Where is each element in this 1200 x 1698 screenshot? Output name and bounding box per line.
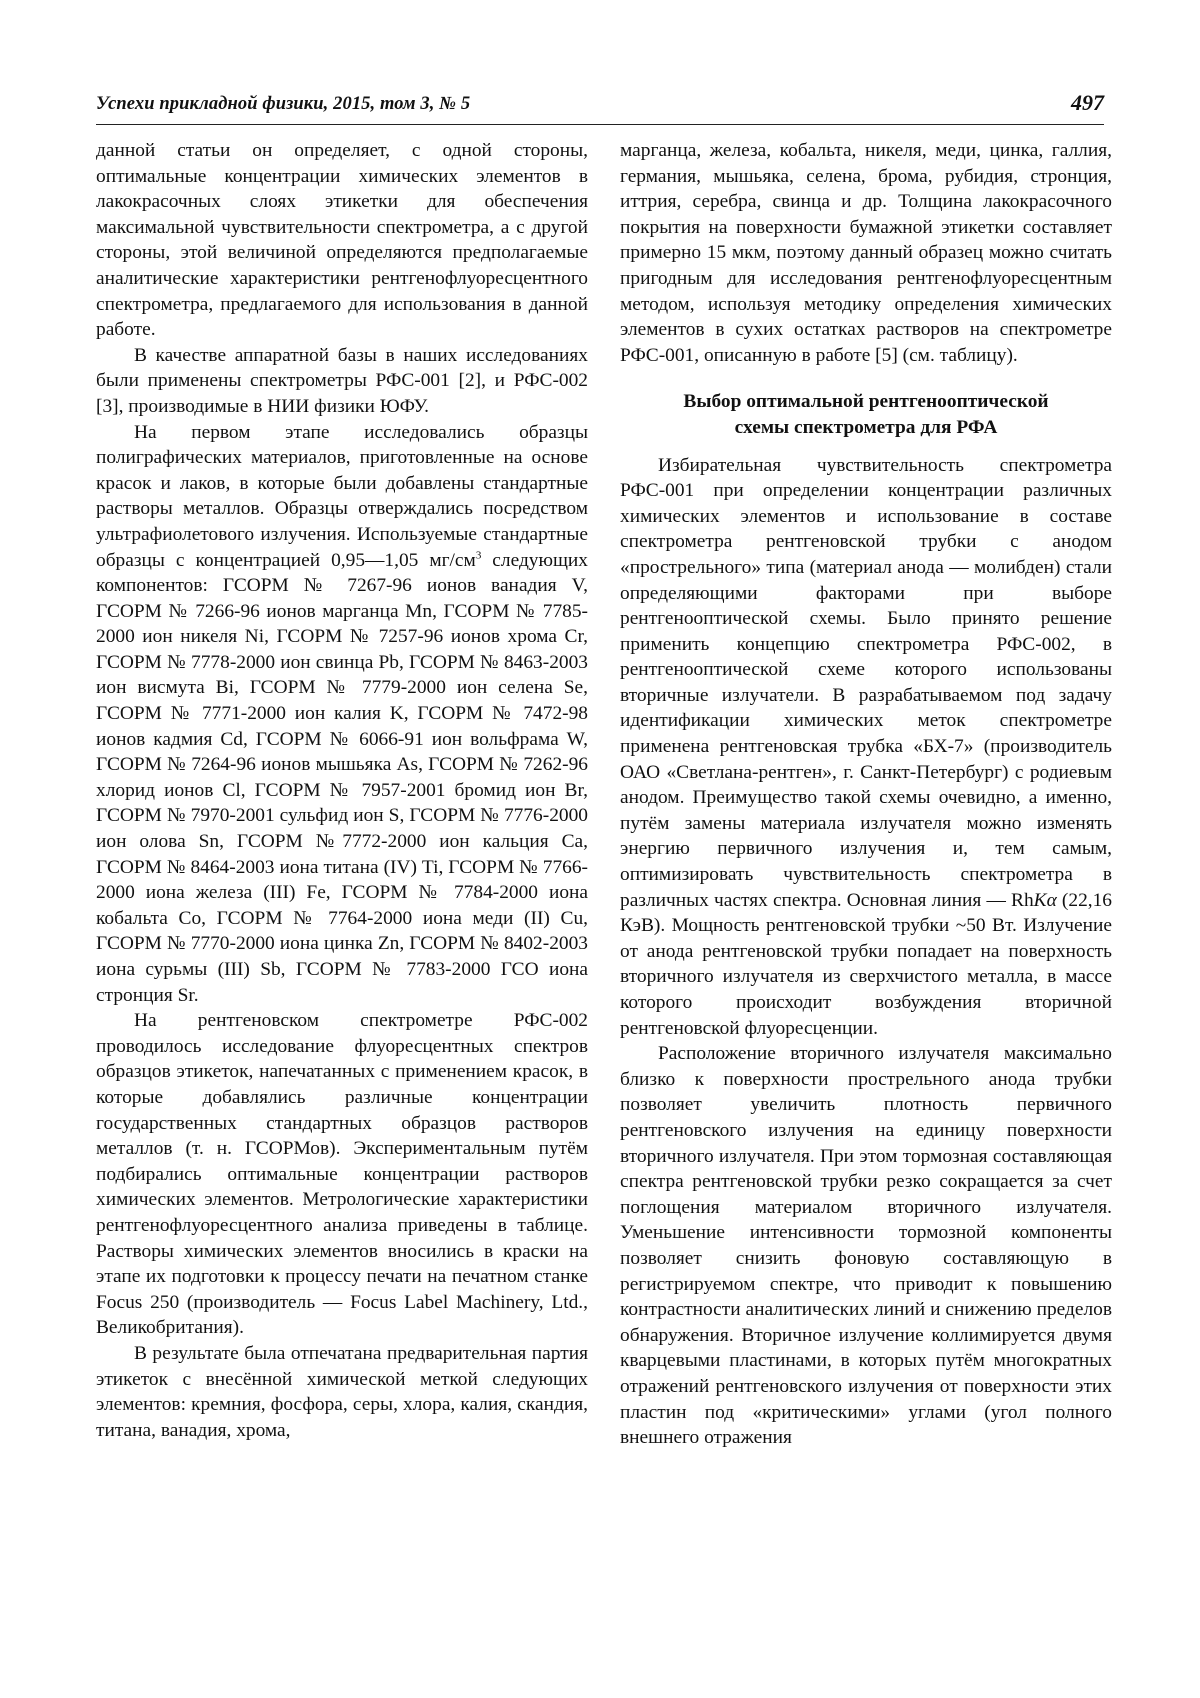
right-column [620, 138, 1112, 1451]
paragraph: В результате была отпечатана предварительная партия этикеток с внесённой химической меткой следующих элементов: кремния, фосфора, серы, хлора, калия, скандия, титана, ванадия, хрома, [96, 1342, 588, 1441]
paragraph [96, 420, 588, 1009]
paragraph: данной статьи он определяет, с одной стороны, оптимальные концентрации химических элементов в лакокрасочных слоях этикетки для обеспечения максимальной чувствительности спектрометра, а с другой стороны, этой величиной определяются предполагаемые аналитические характеристики рентгенофлуоресцентного спектрометра, предлагаемого для использования в данной работе. [96, 140, 588, 341]
paragraph: марганца, железа, кобальта, никеля, меди, цинка, галлия, германия, мышьяка, селена, брома, рубидия, стронция, иттрия, серебра, свинца и др. Толщина лакокрасочного покрытия на поверхности бумажной этикетки составляет примерно 15 мкм, поэтому данный образец можно считать пригодным для исследования рентгенофлуоресцентным методом, используя методику определения химических элементов в сухих остатках растворов на спектрометре РФС-001, описанную в работе [5] (см. таблицу). [620, 140, 1112, 366]
paragraph-text: Избирательная чувствительность спектрометра РФС-001 при определении концентрации различных химических элементов и использование в составе спектрометра рентгеновской трубки с анодом «прострельного» типа (материал анода — молибден) стали определяющими факторами при выборе рентгенооптической схемы. Было принято решение применить концепцию спектрометра РФС-002, в рентгенооптической схеме которого использованы вторичные излучатели. В разрабатываемом под задачу идентификации химических меток спектрометре применена рентгеновская трубка «БХ-7» (производитель ОАО «Светлана-рентген», г. Санкт-Петербург) с родиевым анодом. Преимущество такой схемы очевидно, а именно, путём замены материала излучателя можно изменять энергию первичного излучения и, тем самым, оптимизировать чувствительность спектрометра в различных частях спектра. Основная линия — Rh [620, 454, 1112, 911]
paragraph-text: следующих компонентов: ГСОРМ № 7267-96 ионов ванадия V, ГСОРМ № 7266-96 ионов марганца Mn, ГСОРМ № 7785-2000 ион никеля Ni, ГСОРМ № 7257-96 ионов хрома Cr, ГСОРМ № 7778-2000 ион свинца Pb, ГСОРМ № 8463-2003 ион висмута Bi, ГСОРМ № 7779-2000 ион селена Se, ГСОРМ № 7771-2000 ион калия K, ГСОРМ № 7472-98 ионов кадмия Cd, ГСОРМ № 6066-91 ион вольфрама W, ГСОРМ № 7264-96 ионов мышьяка As, ГСОРМ № 7262-96 хлорид ионов Cl, ГСОРМ № 7957-2001 бромид ион Br, ГСОРМ № 7970-2001 сульфид ион S, ГСОРМ № 7776-2000 ион олова Sn, ГСОРМ №7772-2000 ион кальция Ca, ГСОРМ № 8464-2003 иона титана (IV) Ti, ГСОРМ № 7766-2000 иона железа (III) Fe, ГСОРМ № 7784-2000 иона кобальта Co, ГСОРМ № 7764-2000 иона меди (II) Cu, ГСОРМ № 7770-2000 иона цинка Zn, ГСОРМ № 8402-2003 иона сурьмы (III) Sb, ГСОРМ № 7783-2000 ГСО иона стронция Sr. [96, 549, 588, 1006]
paragraph: На рентгеновском спектрометре РФС-002 проводилось исследование флуоресцентных спектров образцов этикеток, напечатанных с применением красок, в которые добавлялись различные концентрации государственных стандартных образцов растворов металлов (т. н. ГСОРМов). Экспериментальным путём подбирались оптимальные концентрации растворов химических элементов. Метрологические характеристики рентгенофлуоресцентного анализа приведены в таблице. Растворы химических элементов вносились в краски на этапе их подготовки к процессу печати на печатном станке Focus 250 (производитель — Focus Label Machinery, Ltd., Великобритания). [96, 1010, 588, 1339]
left-column [96, 138, 588, 1443]
paragraph-text: На первом этапе исследовались образцы полиграфических материалов, приготовленные на основе красок и лаков, в которые были добавлены стандартные растворы металлов. Образцы отверждались посредством ультрафиолетового излучения. Используемые стандартные образцы с концентрацией 0,95—1,05 мг/см [96, 421, 588, 571]
paragraph-text: (22,16 КэВ). Мощность рентгеновской трубки ~50 Вт. Излучение от анода рентгеновской трубки попадает на поверхность вторичного излучателя из сверхчистого металла, в массе которого происходит возбуждения вторичной рентгеновской флуоресценции. [620, 889, 1112, 1039]
heading-line: Выбор оптимальной рентгенооптической [683, 391, 1049, 413]
heading-line: схемы спектрометра для РФА [734, 416, 998, 438]
italic-k: K [1033, 889, 1047, 911]
journal-title: Успехи прикладной физики, 2015, том 3, № 5 [96, 94, 471, 114]
page-header [96, 90, 1104, 125]
superscript: 3 [475, 549, 482, 562]
page-number: 497 [1071, 90, 1104, 115]
paragraph: Расположение вторичного излучателя максимально близко к поверхности прострельного анода трубки позволяет увеличить плотность первичного рентгеновского излучения на единицу поверхности вторичного излучателя. При этом тормозная составляющая спектра рентгеновской трубки резко сокращается за счет поглощения материалом вторичного излучателя. Уменьшение интенсивности тормозной компоненты позволяет снизить фоновую составляющую в регистрируемом спектре, что приводит к повышению контрастности аналитических линий и снижению пределов обнаружения. Вторичное излучение коллимируется двумя кварцевыми пластинами, в которых путём многократных отражений рентгеновского излучения от поверхности этих пластин под «критическими» углами (угол полного внешнего отражения [620, 1043, 1112, 1449]
section-heading [620, 389, 1112, 440]
paragraph [620, 453, 1112, 1042]
paragraph: В качестве аппаратной базы в наших исследованиях были применены спектрометры РФС-001 [2], и РФС-002 [3], производимые в НИИ физики ЮФУ. [96, 344, 588, 417]
alpha-symbol: α [1046, 889, 1057, 911]
